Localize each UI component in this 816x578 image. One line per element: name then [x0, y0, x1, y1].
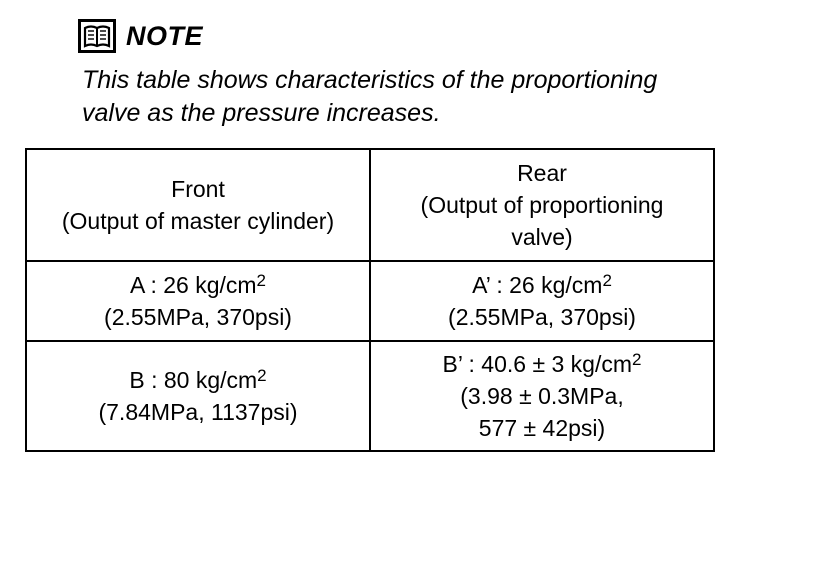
- front-value-cell: [26, 341, 370, 451]
- front-value-main: B : 80 $kg/cm^2$: [129, 366, 267, 393]
- header-rear-title: Rear: [517, 160, 567, 186]
- table-header-row: [26, 149, 714, 261]
- book-icon: [78, 19, 116, 53]
- rear-value-sub: 577 ± 42psi): [478, 415, 606, 441]
- rear-value-main: A’ : 26 $kg/cm^2$: [472, 271, 612, 298]
- note-header: [78, 18, 203, 54]
- header-rear-cell: [370, 149, 714, 261]
- note-text-line: valve as the pressure increases.: [82, 99, 441, 127]
- front-value-sub: (7.84MPa, 1137psi): [98, 399, 298, 425]
- rear-value-sub: (3.98 ± 0.3MPa,: [460, 383, 624, 409]
- header-rear-subtitle: (Output of proportioning: [420, 192, 664, 218]
- rear-value-sub: (2.55MPa, 370psi): [448, 304, 636, 330]
- note-label: NOTE: [126, 20, 204, 51]
- header-front-title: Front: [171, 176, 225, 202]
- proportioning-valve-table: [25, 148, 715, 452]
- rear-value-cell: [370, 341, 714, 451]
- table-row: [26, 341, 714, 451]
- table-row: [26, 261, 714, 341]
- header-front-subtitle: (Output of master cylinder): [61, 208, 335, 234]
- rear-value-cell: [370, 261, 714, 341]
- note-text-line: This table shows characteristics of the proportioning: [82, 66, 658, 94]
- front-value-sub: (2.55MPa, 370psi): [104, 304, 292, 330]
- front-value-cell: [26, 261, 370, 341]
- rear-value-main: B’ : 40.6 ± 3 $kg/cm^2$: [442, 350, 642, 377]
- header-rear-subtitle: valve): [511, 224, 573, 250]
- header-front-cell: [26, 149, 370, 261]
- note-text: [82, 64, 742, 130]
- front-value-main: A : 26 $kg/cm^2$: [129, 271, 267, 298]
